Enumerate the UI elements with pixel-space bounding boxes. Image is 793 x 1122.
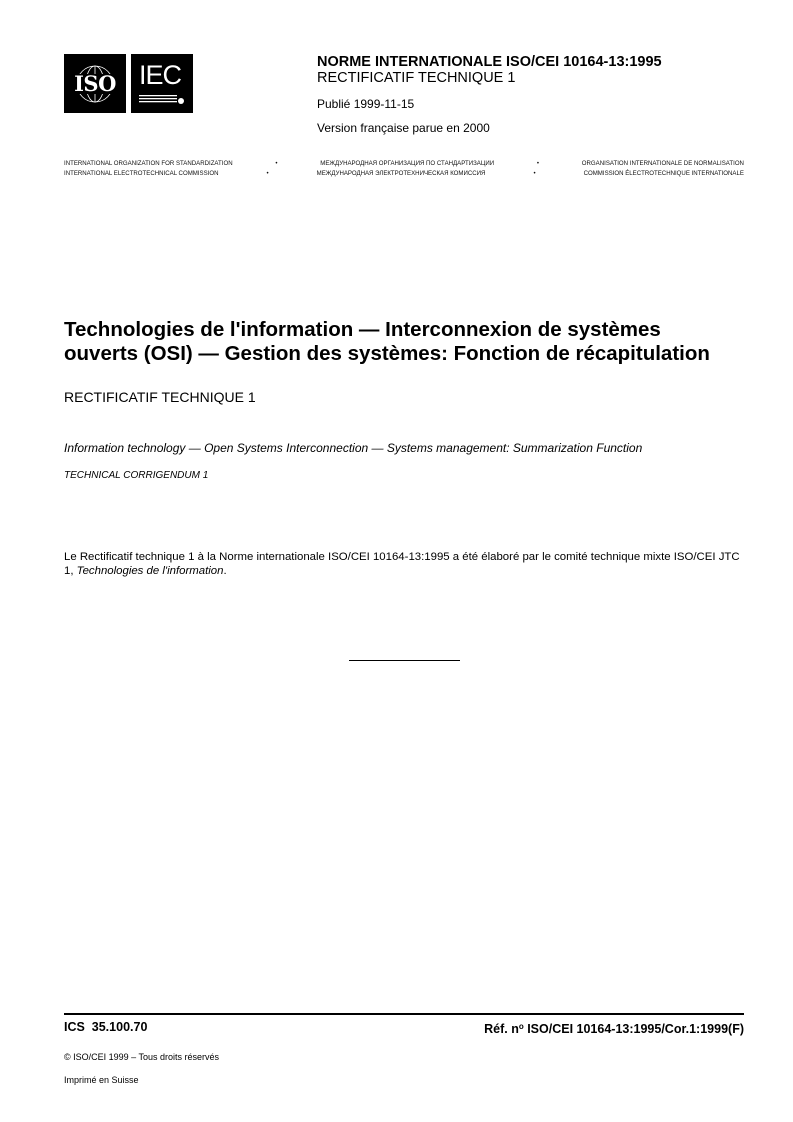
bullet-separator: • [275, 160, 278, 167]
english-title: Information technology — Open Systems Interconnection — Systems management: Summarization Function [64, 441, 643, 455]
iec-lines-icon [139, 94, 185, 104]
french-version-note: Version française parue en 2000 [317, 121, 490, 135]
published-date: Publié 1999-11-15 [317, 97, 415, 111]
org-name: INTERNATIONAL ELECTROTECHNICAL COMMISSION [64, 170, 219, 177]
printed-in: Imprimé en Suisse [64, 1075, 139, 1085]
iec-logo [131, 54, 193, 113]
document-title-line-1: Technologies de l'information — Interconnexion de systèmes [64, 318, 661, 341]
bullet-separator: • [266, 170, 269, 177]
org-name: COMMISSION ÉLECTROTECHNIQUE INTERNATIONALE [583, 170, 744, 177]
iec-logo-text: IEC [139, 60, 182, 90]
org-name: ORGANISATION INTERNATIONALE DE NORMALISATION [581, 160, 744, 167]
bullet-separator: • [533, 170, 536, 177]
ref-prefix: Réf. n [484, 1022, 519, 1036]
document-title-line-2: ouverts (OSI) — Gestion des systèmes: Fonction de récapitulation [64, 342, 710, 365]
standard-subtitle: RECTIFICATIF TECHNIQUE 1 [317, 70, 516, 86]
paragraph-text: Le Rectificatif technique 1 à la Norme internationale ISO/CEI 10164-13:1995 a été élaboré par le comité technique mixte ISO/CEI JTC 1, [64, 551, 740, 577]
ics-code: ICS 35.100.70 [64, 1020, 148, 1034]
organizations-line-2 [64, 170, 744, 178]
copyright-notice: © ISO/CEI 1999 – Tous droits réservés [64, 1052, 220, 1062]
organizations-line-1 [64, 160, 744, 168]
bullet-separator: • [536, 160, 540, 167]
center-divider [349, 660, 460, 661]
body-paragraph [64, 550, 746, 578]
org-name: МЕЖДУНАРОДНАЯ ОРГАНИЗАЦИЯ ПО СТАНДАРТИЗАЦИИ [320, 160, 495, 167]
document-subtitle: RECTIFICATIF TECHNIQUE 1 [64, 389, 256, 405]
paragraph-end: . [223, 565, 227, 577]
iso-logo [64, 54, 126, 113]
document-title [64, 318, 754, 366]
iso-logo-text: ISO [74, 70, 116, 96]
english-subtitle: TECHNICAL CORRIGENDUM 1 [64, 470, 209, 481]
reference-number [484, 1020, 744, 1036]
standard-title: NORME INTERNATIONALE ISO/CEI 10164-13:1995 [317, 54, 662, 70]
ref-sup: o [518, 1022, 524, 1031]
ref-rest: ISO/CEI 10164-13:1995/Cor.1:1999(F) [523, 1022, 744, 1036]
paragraph-italic: Technologies de l'information [76, 565, 224, 577]
org-name: МЕЖДУНАРОДНАЯ ЭЛЕКТРОТЕХНИЧЕСКАЯ КОМИССИЯ [316, 170, 486, 177]
footer-divider [64, 1013, 744, 1015]
org-name: INTERNATIONAL ORGANIZATION FOR STANDARDIZATION [64, 160, 233, 167]
